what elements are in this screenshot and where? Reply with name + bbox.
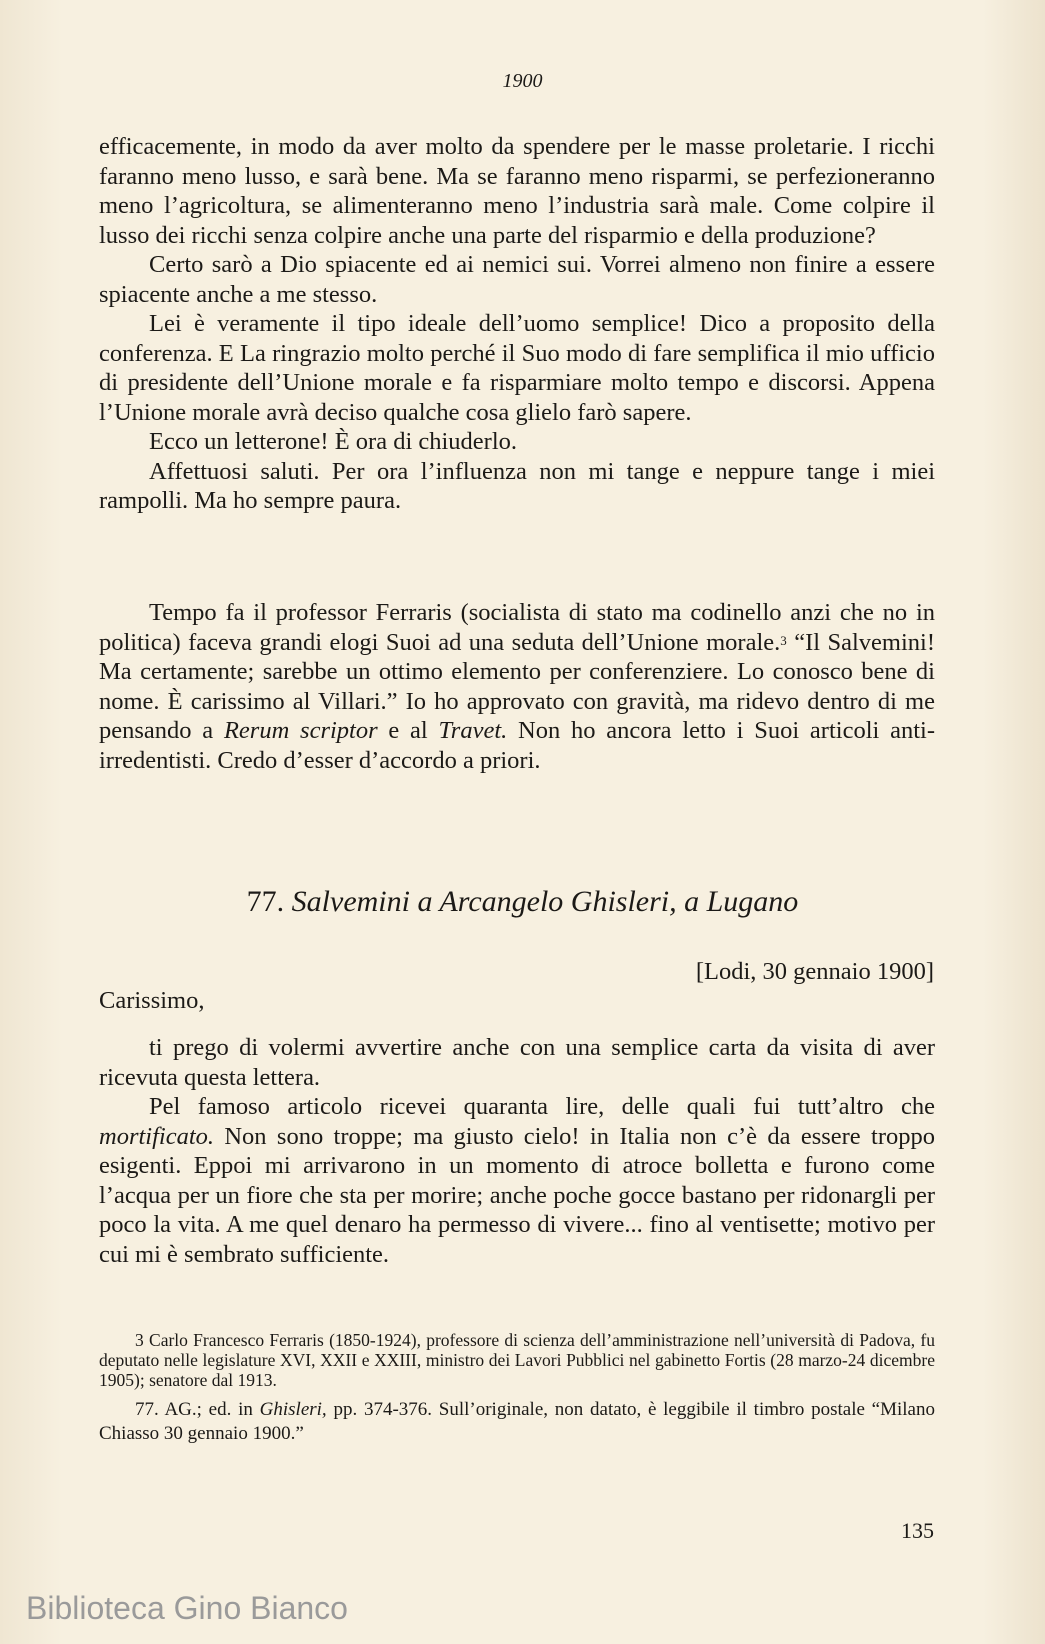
source-note-text [99,1398,935,1446]
text-run: “Il Salvemini! Ma certamente; sarebbe un ottimo elemento per conferenziere. Lo conosco bene di nome. È carissimo al Villari.” Io ho approvato con gravità, ma ridevo dentro di me pensando a [99,628,935,744]
text-run: e al [377,717,439,744]
text-run: Pel famoso articolo ricevei quaranta lire, delle quali fui tutt’altro che [149,1093,935,1120]
salutation: Carissimo, [99,987,205,1014]
text-run: Non ho ancora letto i Suoi articoli anti-irredentisti. Credo d’esser d’accordo a priori. [99,717,935,774]
letter-76-closing [99,132,935,516]
italic-text: Ghisleri, [259,1399,327,1420]
page-number: 135 [901,1518,934,1543]
footnote-ref: 3 [780,632,787,648]
footnote-text: 3 Carlo Francesco Ferraris (1850-1924), professore di scienza dell’amministrazione nell’università di Padova, fu deputato nelle legislature XVI, XXII e XXIII, ministro dei Lavori Pubblici nel gabinetto Fortis (28 marzo-24 dicembre 1905); senatore dal 1913. [99,1330,935,1390]
running-head: 1900 [502,70,543,92]
text-run: 77. AG.; ed. in [135,1399,260,1420]
text-run: pp. 374-376. Sull’originale, non datato, è leggibile il timbro postale “Milano Chiasso 30 gennaio 1900.” [99,1399,935,1444]
source-note [99,1398,935,1446]
letter-number: 77. [246,885,285,918]
text-run: Non sono troppe; ma giusto cielo! in Italia non c’è da essere troppo esigenti. Eppoi mi arrivarono in un momento di atroce bolletta e furono come l’acqua per un fiore che sta per morire; anche poche gocce bastano per ridonargli per poco la vita. A me quel denaro ha permesso di vivere... fino al ventisette; motivo per cui mi è sembrato sufficiente. [99,1122,935,1268]
postscript [99,598,935,775]
paragraph: Certo sarò a Dio spiacente ed ai nemici sui. Vorrei almeno non finire a essere spiacente anche a me stesso. [99,251,935,308]
letter-title: Salvemini a Arcangelo Ghisleri, a Lugano [291,885,799,918]
paragraph [99,1092,935,1269]
paragraph: Lei è veramente il tipo ideale dell’uomo semplice! Dico a proposito della conferenza. E La ringrazio molto perché il Suo modo di fare semplifica il mio ufficio di presidente dell’Unione morale e fa risparmiare molto tempo e discorsi. Appena l’Unione morale avrà deciso qualche cosa glielo farò sapere. [99,310,935,426]
text-run: Tempo fa il professor Ferraris (socialista di stato ma codinello anzi che no in politica) faceva grandi elogi Suoi ad una seduta dell’Unione morale. [99,599,935,656]
italic-text: mortificato. [99,1122,215,1150]
paragraph [99,598,935,775]
letter-77-body [99,1033,935,1269]
paragraph: efficacemente, in modo da aver molto da spendere per le masse proletarie. I ricchi faranno meno lusso, e sarà bene. Ma se faranno meno risparmi, se perfezioneranno meno l’agricoltura, se alimenteranno meno l’industria sarà male. Come colpire il lusso dei ricchi senza colpire anche una parte del risparmio e della produzione? [99,133,935,249]
dateline: [Lodi, 30 gennaio 1900] [695,958,934,985]
paragraph: Affettuosi saluti. Per ora l’influenza non mi tange e neppure tange i miei rampolli. Ma ho sempre paura. [99,457,935,514]
letter-heading [0,885,1045,919]
footnote-3 [99,1330,935,1390]
italic-text: Travet. [438,717,508,744]
italic-text: Rerum scriptor [223,717,378,744]
library-watermark: Biblioteca Gino Bianco [26,1590,348,1626]
paragraph: Ecco un letterone! È ora di chiuderlo. [149,428,518,455]
paragraph: ti prego di volermi avvertire anche con una semplice carta da visita di aver ricevuta questa lettera. [99,1034,935,1091]
